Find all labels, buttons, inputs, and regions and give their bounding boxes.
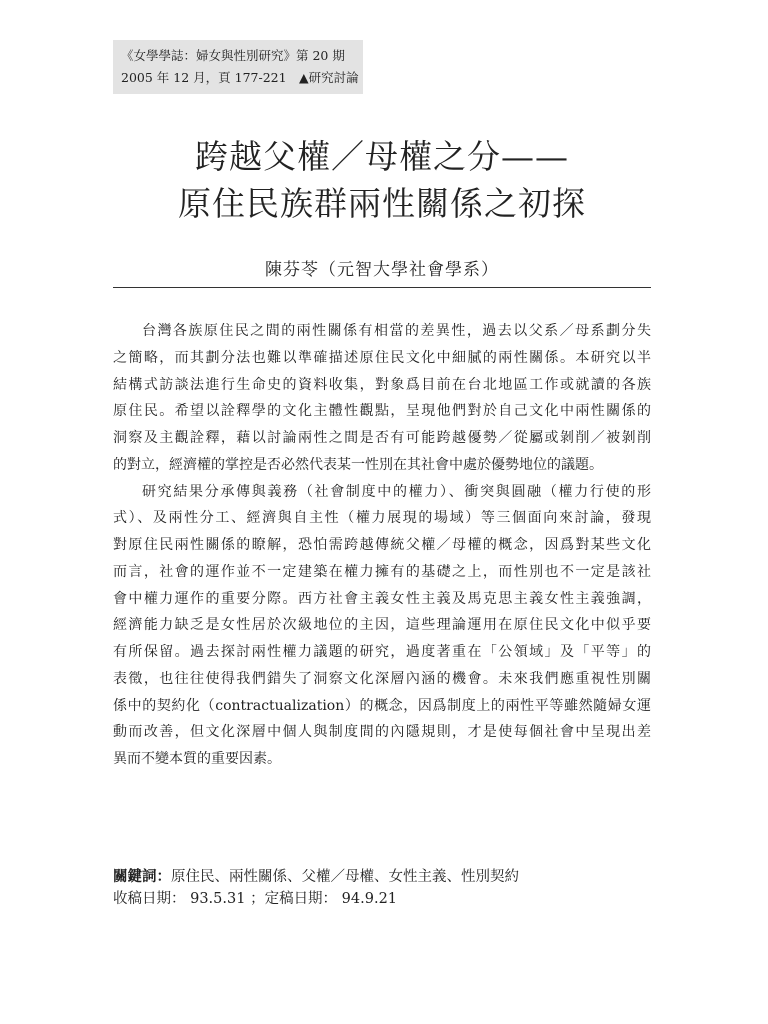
paper-title-line-1: 跨越父權／母權之分—— (195, 137, 569, 176)
journal-header (113, 40, 363, 94)
keywords-row (113, 866, 651, 888)
abstract-line: 有所保留。過去探討兩性權力議題的研究，過度著重在「公領域」及「平等」的 (113, 644, 651, 660)
abstract-line: 之簡略，而其劃分法也難以準確描述原住民文化中細膩的兩性關係。本研究以半 (113, 349, 651, 366)
abstract-line: 異而不變本質的重要因素。 (113, 751, 281, 767)
abstract-line: 經濟能力缺乏是女性居於次級地位的主因，這些理論運用在原住民文化中似乎要 (113, 617, 651, 634)
keywords-text: 原住民、兩性關係、父權／母權、女性主義、性別契約 (171, 869, 519, 885)
abstract-line: 對原住民兩性關係的瞭解，恐怕需跨越傳統父權／母權的概念，因爲對某些文化 (113, 537, 651, 553)
title-divider (113, 287, 651, 288)
abstract-line: 結構式訪談法進行生命史的資料收集，對象爲目前在台北地區工作或就讀的各族 (113, 376, 651, 393)
keywords-section (113, 866, 651, 910)
keywords-label: 關鍵詞： (113, 868, 171, 885)
received-accepted-dates: 收稿日期： 93.5.31 ；定稿日期： 94.9.21 (113, 891, 398, 907)
abstract-line: 動而改善，但文化深層中個人與制度間的內隱規則，才是使每個社會中呈現出差 (113, 724, 651, 741)
author-affiliation: 陳芬苓（元智大學社會學系） (265, 260, 499, 280)
abstract-line: 係中的契約化（contractualization）的概念，因爲制度上的兩性平等雖然隨婦女運 (113, 697, 651, 714)
abstract (113, 318, 651, 773)
abstract-line: 的對立，經濟權的掌控是否必然代表某一性別在其社會中處於優勢地位的議題。 (113, 456, 603, 473)
abstract-line: 原住民。希望以詮釋學的文化主體性觀點，呈現他們對於自己文化中兩性關係的 (113, 403, 651, 420)
paper-title (113, 133, 651, 227)
abstract-line: 表徵，也往往使得我們錯失了洞察文化深層內涵的機會。未來我們應重視性別關 (113, 670, 651, 687)
abstract-line: 洞察及主觀詮釋，藉以討論兩性之間是否有可能跨越優勢／從屬或剝削／被剝削 (113, 430, 651, 446)
abstract-line: 而言，社會的運作並不一定建築在權力擁有的基礎之上，而性別也不一定是該社 (113, 563, 651, 580)
journal-citation: 《女學學誌：婦女與性別研究》第 20 期 (121, 48, 345, 63)
abstract-line: 台灣各族原住民之間的兩性關係有相當的差異性，過去以父系／母系劃分失 (142, 323, 651, 339)
paper-title-line-2: 原住民族群兩性關係之初探 (178, 184, 586, 223)
abstract-line: 會中權力運作的重要分際。西方社會主義女性主義及馬克思主義女性主義強調， (113, 590, 651, 607)
journal-issue-pages: 2005 年 12 月，頁 177-221 ▲研究討論 (121, 70, 359, 85)
abstract-line: 研究結果分承傳與義務（社會制度中的權力）、衝突與圓融（權力行使的形 (142, 483, 651, 500)
abstract-line: 式）、及兩性分工、經濟與自主性（權力展現的場域）等三個面向來討論，發現 (113, 510, 651, 527)
